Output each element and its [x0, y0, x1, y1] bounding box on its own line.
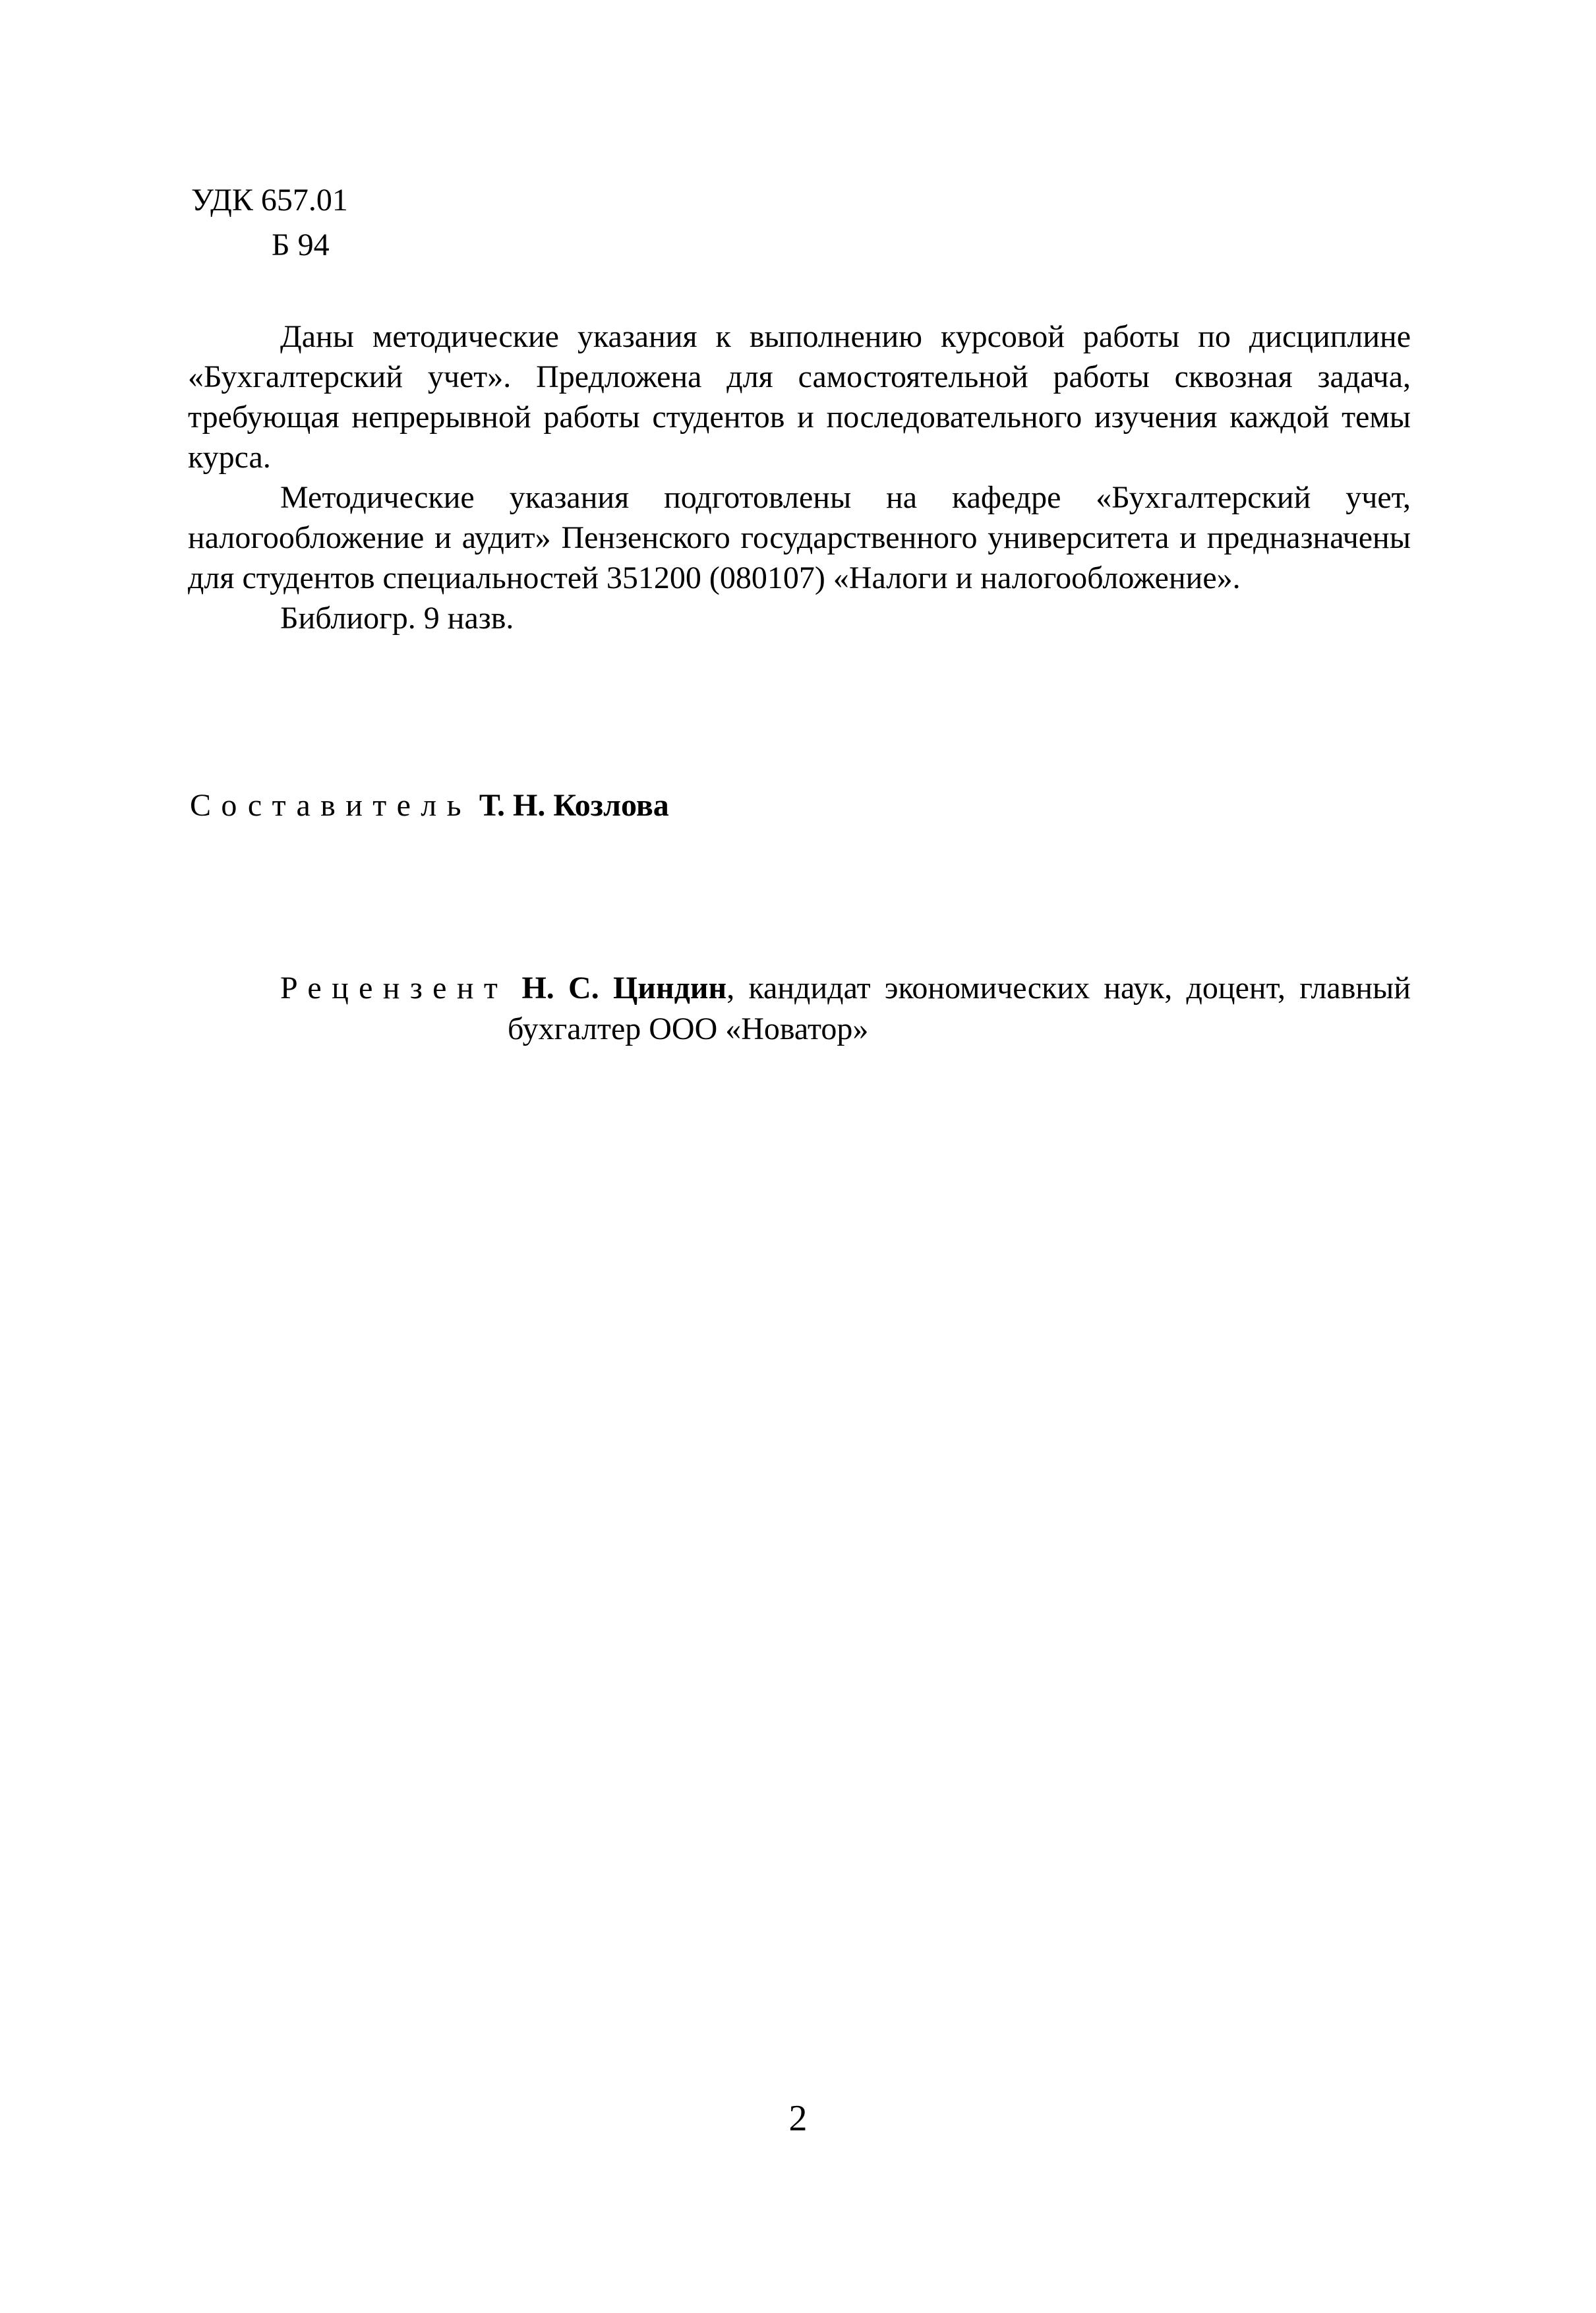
reviewer-block — [280, 968, 1411, 1050]
udk-code: УДК 657.01 — [191, 183, 348, 218]
reviewer-details: , кандидат экономических наук, доцент, главный — [726, 971, 1411, 1006]
compiler-name: Т. Н. Козлова — [479, 788, 669, 823]
bbk-code: Б 94 — [272, 227, 330, 262]
abstract-paragraph: Даны методические указания к выполнению курсовой работы по дисциплине «Бухгалтерский учет». Предложена для самостоятельной работы сквозная задача, требующая непрерывной работы студентов и последовательного изучения каждой темы курса. — [188, 319, 1411, 475]
abstract — [188, 316, 1411, 638]
bibliography-count: Библиогр. 9 назв. — [280, 601, 514, 636]
abstract-paragraph: Методические указания подготовлены на кафедре «Бухгалтерский учет, налогообложение и аудит» Пензенского государственного университета и предназначены для студентов специальностей 351200 (080107) «Налоги и налогообложение». — [188, 480, 1411, 595]
reviewer-line-1 — [280, 968, 1411, 1009]
compiler-line — [190, 785, 669, 827]
reviewer-label: Рецензент — [280, 971, 508, 1006]
page-number: 2 — [788, 2098, 808, 2139]
compiler-label: Составитель — [190, 788, 471, 823]
reviewer-line-2: бухгалтер ООО «Новатор» — [508, 1011, 869, 1046]
reviewer-name: Н. С. Циндин — [521, 971, 727, 1006]
